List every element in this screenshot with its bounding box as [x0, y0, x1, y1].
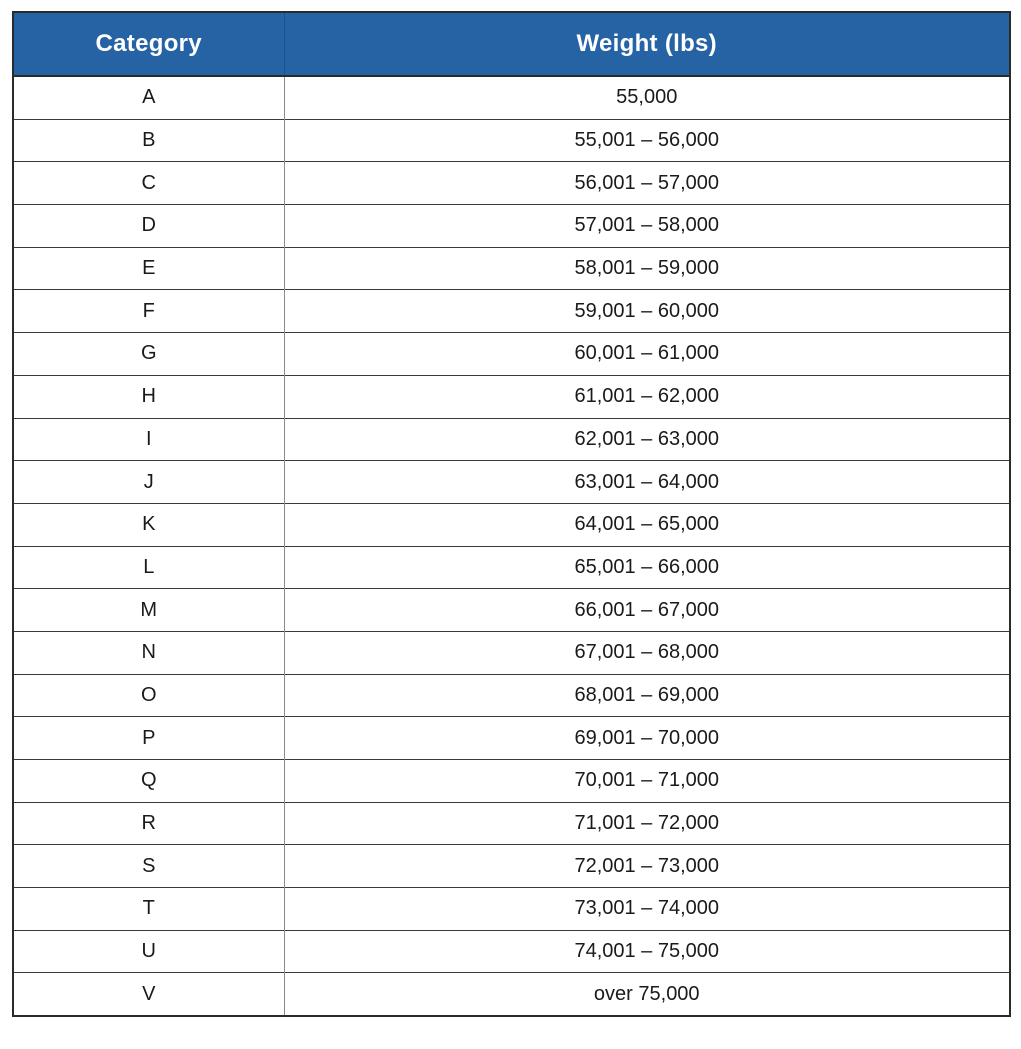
table-row — [13, 333, 1010, 376]
category-cell: G — [13, 333, 284, 376]
category-cell: A — [13, 76, 284, 119]
table-row — [13, 888, 1010, 931]
weight-cell: over 75,000 — [284, 973, 1010, 1016]
table-row — [13, 119, 1010, 162]
category-cell: N — [13, 631, 284, 674]
table-row — [13, 247, 1010, 290]
table-row — [13, 461, 1010, 504]
table-row — [13, 930, 1010, 973]
weight-cell: 56,001 – 57,000 — [284, 162, 1010, 205]
table-row — [13, 503, 1010, 546]
category-cell: S — [13, 845, 284, 888]
table-row — [13, 290, 1010, 333]
header-cell-weight: Weight (lbs) — [284, 12, 1010, 76]
weight-cell: 70,001 – 71,000 — [284, 760, 1010, 803]
table-row — [13, 162, 1010, 205]
category-cell: F — [13, 290, 284, 333]
table-row — [13, 205, 1010, 248]
table-row — [13, 418, 1010, 461]
table-row — [13, 76, 1010, 119]
header-cell-category: Category — [13, 12, 284, 76]
header-row — [13, 12, 1010, 76]
table-header — [13, 12, 1010, 76]
weight-cell: 57,001 – 58,000 — [284, 205, 1010, 248]
table-row — [13, 631, 1010, 674]
weight-cell: 71,001 – 72,000 — [284, 802, 1010, 845]
table-row — [13, 674, 1010, 717]
weight-cell: 65,001 – 66,000 — [284, 546, 1010, 589]
category-cell: D — [13, 205, 284, 248]
category-cell: K — [13, 503, 284, 546]
weight-cell: 63,001 – 64,000 — [284, 461, 1010, 504]
category-cell: M — [13, 589, 284, 632]
weight-cell: 55,000 — [284, 76, 1010, 119]
table-row — [13, 589, 1010, 632]
weight-cell: 68,001 – 69,000 — [284, 674, 1010, 717]
weight-cell: 72,001 – 73,000 — [284, 845, 1010, 888]
category-cell: O — [13, 674, 284, 717]
table-row — [13, 717, 1010, 760]
category-cell: I — [13, 418, 284, 461]
weight-cell: 66,001 – 67,000 — [284, 589, 1010, 632]
weight-cell: 58,001 – 59,000 — [284, 247, 1010, 290]
weight-cell: 62,001 – 63,000 — [284, 418, 1010, 461]
weight-cell: 59,001 – 60,000 — [284, 290, 1010, 333]
weight-cell: 55,001 – 56,000 — [284, 119, 1010, 162]
weight-cell: 60,001 – 61,000 — [284, 333, 1010, 376]
weight-cell: 64,001 – 65,000 — [284, 503, 1010, 546]
category-cell: T — [13, 888, 284, 931]
category-cell: J — [13, 461, 284, 504]
category-cell: P — [13, 717, 284, 760]
category-cell: V — [13, 973, 284, 1016]
category-cell: Q — [13, 760, 284, 803]
category-cell: E — [13, 247, 284, 290]
weight-cell: 67,001 – 68,000 — [284, 631, 1010, 674]
weight-cell: 61,001 – 62,000 — [284, 375, 1010, 418]
category-cell: C — [13, 162, 284, 205]
weight-cell: 74,001 – 75,000 — [284, 930, 1010, 973]
table-row — [13, 973, 1010, 1016]
table-row — [13, 375, 1010, 418]
table-row — [13, 802, 1010, 845]
category-cell: H — [13, 375, 284, 418]
category-cell: L — [13, 546, 284, 589]
table-row — [13, 760, 1010, 803]
category-cell: R — [13, 802, 284, 845]
weight-category-table — [12, 11, 1011, 1017]
weight-cell: 73,001 – 74,000 — [284, 888, 1010, 931]
category-cell: B — [13, 119, 284, 162]
category-cell: U — [13, 930, 284, 973]
table-body — [13, 76, 1010, 1016]
weight-cell: 69,001 – 70,000 — [284, 717, 1010, 760]
table-row — [13, 546, 1010, 589]
table-row — [13, 845, 1010, 888]
